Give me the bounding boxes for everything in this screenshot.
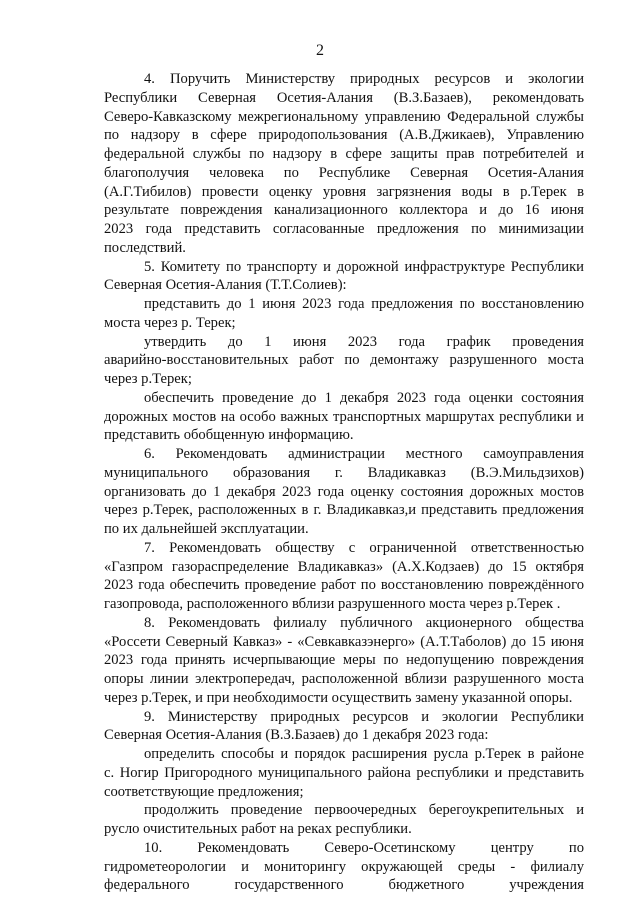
text-line: последствий. — [104, 239, 186, 256]
text-line: «Газпром газораспределение Владикавказ» (А.Х.Кодзаев) до 15 октября — [104, 558, 584, 575]
text-line: Северная Осетия-Алания (Т.Т.Солиев): — [104, 277, 347, 294]
text-line: результате повреждения канализационного коллектора и до 16 июня — [104, 202, 584, 219]
text-line: через р.Терек; — [104, 371, 192, 387]
text-line: аварийно-восстановительных работ по демонтажу разрушенного моста — [104, 352, 584, 369]
text-line: обеспечить проведение до 1 декабря 2023 года оценки состояния — [144, 389, 584, 406]
text-line: благополучия человека по Республике Северная Осетия-Алания — [104, 164, 584, 181]
text-line: «Россети Северный Кавказ» - «Севкавказэнерго» (А.Т.Таболов) до 15 июня — [104, 633, 584, 650]
text-line: 6. Рекомендовать администрации местного самоуправления — [144, 446, 584, 462]
body-text — [104, 70, 584, 895]
text-line: моста через р. Терек; — [104, 314, 236, 331]
page-number: 2 — [316, 42, 324, 59]
text-line: 10. Рекомендовать Северо-Осетинскому центру по — [144, 839, 584, 856]
text-line: гидрометеорологии и мониторингу окружающей среды - филиалу — [104, 858, 584, 875]
text-line: определить способы и порядок расширения русла р.Терек в районе — [144, 746, 584, 762]
text-line: муниципального образования г. Владикавказ (В.Э.Мильдзихов) — [104, 464, 584, 481]
text-line: по их дальнейшей эксплуатации. — [104, 521, 309, 537]
text-line: продолжить проведение первоочередных берегоукрепительных и — [144, 802, 584, 819]
text-line: 7. Рекомендовать обществу с ограниченной ответственностью — [144, 539, 584, 556]
text-line: 2023 года представить согласованные предложения по минимизации — [104, 221, 584, 237]
text-line: 9. Министерству природных ресурсов и экологии Республики — [144, 708, 584, 725]
text-line: русло очистительных работ на реках республики. — [104, 821, 412, 837]
text-line: дорожных мостов на особо важных транспортных маршрутах республики и — [104, 408, 584, 425]
text-line: опоры линии электропередач, расположенной вблизи разрушенного моста — [104, 671, 584, 687]
text-line: 2023 года обеспечить проведение работ по восстановлению повреждённого — [104, 577, 584, 594]
text-line: 4. Поручить Министерству природных ресурсов и экологии — [144, 71, 584, 87]
text-line: по надзору в сфере природопользования (А.В.Джикаев), Управлению — [104, 127, 584, 144]
text-line: федерального государственного бюджетного учреждения — [104, 877, 584, 894]
text-line: утвердить до 1 июня 2023 года график проведения — [144, 333, 584, 350]
text-line: Республики Северная Осетия-Алания (В.З.Базаев), рекомендовать — [104, 89, 584, 106]
text-line: 8. Рекомендовать филиалу публичного акционерного общества — [144, 614, 584, 631]
text-line: через р.Терек, и при необходимости осуществить замену указанной опоры. — [104, 689, 573, 706]
text-line: газопровода, расположенного вблизи разрушенного моста через р.Терек . — [104, 596, 561, 612]
text-line: федеральной службы по надзору в сфере защиты прав потребителей и — [104, 146, 584, 162]
text-line: с. Ногир Пригородного муниципального района республики и представить — [104, 764, 584, 781]
text-line: представить до 1 июня 2023 года предложения по восстановлению — [144, 296, 584, 312]
text-line: через р.Терек, расположенных в г. Владикавказ,и представить предложения — [104, 502, 584, 519]
text-line: организовать до 1 декабря 2023 года оценку состояния дорожных мостов — [104, 483, 584, 500]
text-line: Северо-Кавказскому межрегиональному управлению Федеральной службы — [104, 108, 584, 125]
text-line: соответствующие предложения; — [104, 783, 304, 800]
text-line: (А.Г.Тибилов) провести оценку уровня загрязнения воды в р.Терек в — [104, 183, 584, 200]
text-line: представить обобщенную информацию. — [104, 427, 354, 444]
text-line: 2023 года принять исчерпывающие меры по недопущению повреждения — [104, 652, 584, 669]
text-line: Северная Осетия-Алания (В.З.Базаев) до 1 декабря 2023 года: — [104, 727, 489, 744]
text-line: 5. Комитету по транспорту и дорожной инфраструктуре Республики — [144, 258, 584, 275]
